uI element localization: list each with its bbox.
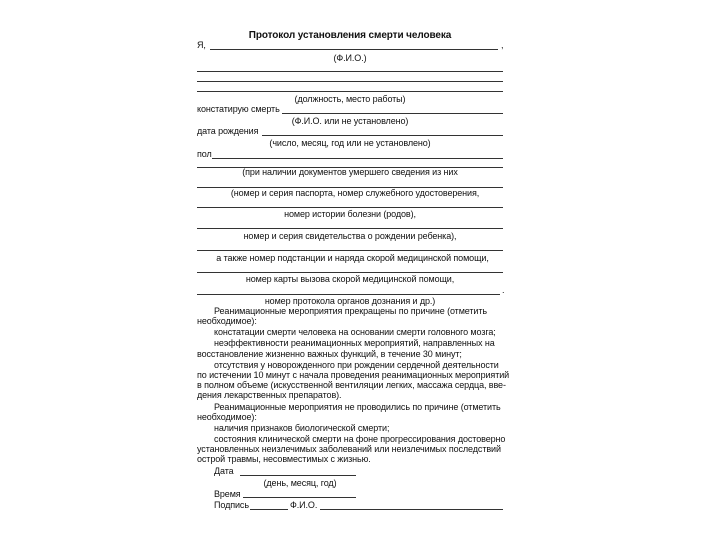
label-death: констатирую смерть xyxy=(197,104,280,114)
fill-line xyxy=(197,71,503,72)
caption-protocol: номер протокола органов дознания и др.) xyxy=(264,296,436,306)
fill-line xyxy=(197,272,503,273)
paragraph-line: восстановление жизненно важных функций, в течение 30 минут; xyxy=(197,349,462,359)
fill-line-signature xyxy=(250,509,288,510)
caption-ambulance: номер карты вызова скорой медицинской помощи, xyxy=(245,274,455,284)
label-signature-fio: Ф.И.О. xyxy=(290,500,318,510)
fill-line xyxy=(197,81,503,82)
label-sex: пол xyxy=(197,149,212,159)
caption-date: (день, месяц, год) xyxy=(263,478,337,488)
paragraph-line: наличия признаков биологической смерти; xyxy=(214,423,390,433)
paragraph-line: неэффективности реанимационных мероприятий, направленных на xyxy=(214,338,495,348)
caption-date-unknown: (число, месяц, год или не установлено) xyxy=(269,138,431,148)
paragraph-line: необходимое): xyxy=(197,412,257,422)
paragraph-line: установленных неизлечимых заболеваний или неизлечимых последствий xyxy=(197,444,501,454)
comma: , xyxy=(501,40,504,50)
paragraph-line: по истечении 10 минут с начала проведения реанимационных мероприятий xyxy=(197,370,510,380)
caption-history: номер истории болезни (родов), xyxy=(284,209,416,219)
caption-position: (должность, место работы) xyxy=(294,94,406,104)
fill-line xyxy=(197,91,503,92)
paragraph-line: в полном объеме (искусственной вентиляции легких, массажа сердца, вве- xyxy=(197,380,506,390)
caption-fio-unknown: (Ф.И.О. или не установлено) xyxy=(291,116,409,126)
fill-line-i xyxy=(210,49,498,50)
paragraph-line: Реанимационные мероприятия не проводились по причине (отметить xyxy=(214,402,501,412)
document-title: Протокол установления смерти человека xyxy=(248,30,452,41)
fill-line xyxy=(197,207,503,208)
caption-fio: (Ф.И.О.) xyxy=(333,53,367,63)
paragraph-line: необходимое): xyxy=(197,316,257,326)
paragraph-line: состояния клинической смерти на фоне прогрессирования достоверно xyxy=(214,434,506,444)
caption-documents: (при наличии документов умершего сведения из них xyxy=(242,167,458,177)
label-time: Время xyxy=(214,489,241,499)
paragraph-line: констатации смерти человека на основании смерти головного мозга; xyxy=(214,327,496,337)
fill-line-date xyxy=(240,475,356,476)
caption-passport: (номер и серия паспорта, номер служебного удостоверения, xyxy=(230,188,480,198)
paragraph-line: Реанимационные мероприятия прекращены по причине (отметить xyxy=(214,306,487,316)
fill-line-time xyxy=(243,497,356,498)
end-dot: . xyxy=(502,285,505,295)
caption-substation: а также номер подстанции и наряда скорой медицинской помощи, xyxy=(216,253,489,263)
label-date: Дата xyxy=(214,466,234,476)
caption-birth-certificate: номер и серия свидетельства о рождении ребенка), xyxy=(243,231,457,241)
fill-line-signature-fio xyxy=(320,509,503,510)
fill-line-birth xyxy=(262,135,503,136)
fill-line-sex xyxy=(212,158,503,159)
label-birth: дата рождения xyxy=(197,126,259,136)
paragraph-line: дения лекарственных препаратов). xyxy=(197,390,342,400)
paragraph-line: острой травмы, несовместимых с жизнью. xyxy=(197,454,371,464)
fill-line xyxy=(197,294,500,295)
fill-line xyxy=(197,250,503,251)
paragraph-line: отсутствия у новорожденного при рождении сердечной деятельности xyxy=(214,360,499,370)
label-signature: Подпись xyxy=(214,500,249,510)
fill-line-death xyxy=(282,113,503,114)
fill-line xyxy=(197,228,503,229)
i-label: Я, xyxy=(197,40,206,50)
